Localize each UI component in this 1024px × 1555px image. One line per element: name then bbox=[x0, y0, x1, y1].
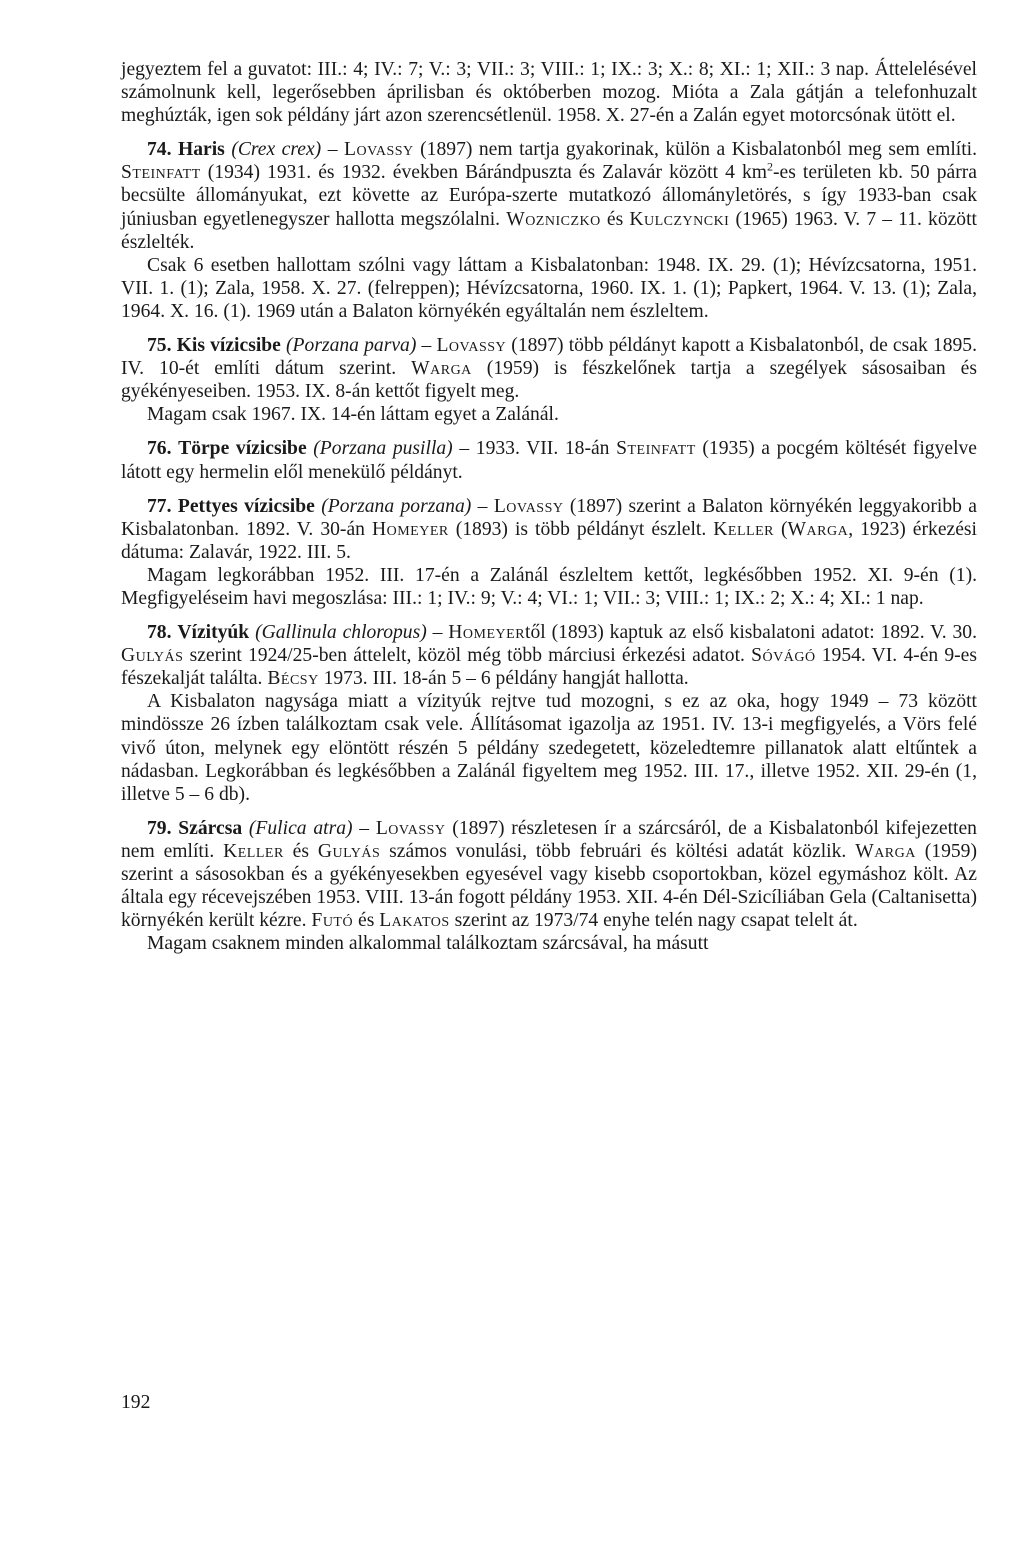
author-name: Steinfatt bbox=[121, 162, 201, 184]
entry-text: től (1893) kaptuk az első kisbalatoni adatot: 1892. V. 30. bbox=[525, 622, 977, 644]
entry-text: (1897) több példányt kapott a Kisbalatonból, de csak 1895. IV. 10-ét említi dátum szerint. bbox=[121, 335, 977, 380]
entry-text: ( bbox=[773, 518, 788, 540]
entry-text: – bbox=[321, 139, 344, 161]
entry-75 bbox=[121, 334, 977, 403]
author-name: Lovassy bbox=[436, 335, 507, 357]
entry-text: , 1923) érkezési dátuma: Zalavár, 1922. III. 5. bbox=[121, 518, 977, 563]
entry-number: 76. bbox=[147, 438, 172, 460]
entry-text: szerint 1924/25-ben áttelelt, közöl még több márciusi érkezési adatot. bbox=[183, 645, 752, 667]
entry-text: (1935) a pocgém költését figyelve látott egy hermelin elől menekülő példányt. bbox=[121, 438, 978, 483]
scientific-name: (Porzana pusilla) bbox=[313, 438, 453, 460]
entry-75-paragraph-2: Magam csak 1967. IX. 14-én láttam egyet a Zalánál. bbox=[147, 404, 559, 426]
entry-text: – bbox=[426, 622, 449, 644]
author-name: Lovassy bbox=[493, 495, 564, 517]
entry-number: 74. bbox=[147, 139, 172, 161]
entry-text: – bbox=[352, 817, 376, 839]
entry-text: és bbox=[353, 910, 380, 932]
entry-text: (1897) szerint a Balaton környékén leggyakoribb a Kisbalatonban. 1892. V. 30-án bbox=[121, 495, 977, 540]
species-name: Kis vízicsibe bbox=[176, 335, 281, 357]
entry-78 bbox=[121, 621, 977, 690]
entry-text: és bbox=[600, 208, 630, 230]
entry-78-paragraph-2: A Kisbalaton nagysága miatt a vízityúk rejtve tud mozogni, s ez az oka, hogy 1949 – 73 között mindössze 26 ízben találkoztam csak vele. Állításomat igazolja az 1951. IV. 13-i megfigyelés, a Vörs felé vivő úton, melynek egy elöntött részén 5 példány szedegetett, közeledtemre pillanatok alatt eltűntek a nádasban. Legkorábban és legkésőbben a Zalánál figyeltem meg 1952. III. 17., illetve 1952. XII. 29-én (1, illetve 5 – 6 db). bbox=[121, 691, 977, 805]
entry-number: 79. bbox=[147, 817, 172, 839]
species-name: Törpe vízicsibe bbox=[178, 438, 307, 460]
author-name: Sóvágó bbox=[751, 645, 816, 667]
entry-text: – bbox=[416, 335, 437, 357]
entry-text: – 1933. VII. 18-án bbox=[452, 438, 617, 460]
author-name: Homeyer bbox=[448, 622, 526, 644]
page-number: 192 bbox=[121, 1392, 151, 1413]
author-name: Bécsy bbox=[267, 668, 319, 690]
entry-79-paragraph-2: Magam csaknem minden alkalommal találkoztam szárcsával, ha másutt bbox=[147, 933, 709, 955]
author-name: Lovassy bbox=[375, 817, 446, 839]
author-name: Lovassy bbox=[343, 139, 414, 161]
author-name: Gulyás bbox=[121, 645, 184, 667]
entry-text: (1959) szerint a sásosokban és a gyékényesekben egyesével vagy kisebb csoportokban, közel egymáshoz költ. Az általa egy récevejszében 1953. VIII. 13-án fogott példány 1953. XII. 4-én Dél-Szicíliában Gela (Caltanisetta) környékén került kézre. bbox=[121, 840, 977, 932]
species-name: Pettyes vízicsibe bbox=[177, 495, 315, 517]
entry-number: 75. bbox=[147, 335, 172, 357]
entry-text: -es területen kb. 50 párra becsülte állományukat, ezt követte az Európa-szerte mutatkozó állományletörés, s így 1933-ban csak júniusban egyetlenegyszer hallotta megszólalni. bbox=[121, 162, 977, 230]
entry-77 bbox=[121, 495, 977, 564]
author-name: Homeyer bbox=[371, 518, 449, 540]
superscript: 2 bbox=[767, 159, 774, 174]
scientific-name: (Porzana parva) bbox=[286, 335, 417, 357]
page-body bbox=[121, 58, 977, 955]
intro-paragraph: jegyeztem fel a guvatot: III.: 4; IV.: 7; V.: 3; VII.: 3; VIII.: 1; IX.: 3; X.: 8; XI.: 1; XII.: 3 nap. Áttelelésével számolnunk kell, legerősebben áprilisban és októberben mozog. Mióta a Zala gátján a telefonhuzalt meghúzták, igen sok példány járt azon szerencsétlenül. 1958. X. 27-én a Zalán egyet motorcsónak ütött el. bbox=[121, 59, 977, 127]
entry-text: (1897) részletesen ír a szárcsáról, de a Kisbalatonból kifejezetten nem említi. bbox=[121, 817, 977, 862]
entry-76 bbox=[121, 437, 977, 483]
scientific-name: (Gallinula chloropus) bbox=[255, 622, 427, 644]
scientific-name: (Porzana porzana) bbox=[321, 495, 472, 517]
entry-number: 78. bbox=[147, 622, 172, 644]
author-name: Warga bbox=[787, 518, 849, 540]
author-name: Keller bbox=[223, 840, 284, 862]
scientific-name: (Fulica atra) bbox=[248, 817, 353, 839]
entry-text: számos vonulási, több februári és költési adatát közlik. bbox=[380, 840, 856, 862]
author-name: Wozniczko bbox=[506, 208, 601, 230]
entry-79 bbox=[121, 817, 977, 932]
entry-text: és bbox=[283, 840, 318, 862]
species-name: Vízityúk bbox=[177, 622, 250, 644]
entry-text: szerint az 1973/74 enyhe telén nagy csapat telelt át. bbox=[449, 910, 858, 932]
author-name: Steinfatt bbox=[616, 438, 696, 460]
entry-text: (1893) is több példányt észlelt. bbox=[448, 518, 714, 540]
author-name: Futó bbox=[311, 910, 354, 932]
entry-text: 1954. VI. 4-én 9-es fészekalját találta. bbox=[121, 645, 978, 690]
entry-text: (1934) 1931. és 1932. években Bárándpuszta és Zalavár között 4 km bbox=[200, 162, 768, 184]
entry-77-paragraph-2: Magam legkorábban 1952. III. 17-én a Zalánál észleltem kettőt, legkésőbben 1952. XI. 9-én (1). Megfigyeléseim havi megoszlása: III.: 1; IV.: 9; V.: 4; VI.: 1; VII.: 3; VIII.: 1; IX.: 2; X.: 4; XI.: 1 nap. bbox=[121, 564, 977, 609]
author-name: Warga bbox=[855, 840, 916, 862]
entry-number: 77. bbox=[147, 495, 172, 517]
species-name: Haris bbox=[178, 139, 225, 161]
entry-text: (1965) 1963. V. 7 – 11. között észlelték. bbox=[121, 208, 977, 253]
entry-text: (1897) nem tartja gyakorinak, külön a Kisbalatonból meg sem említi. bbox=[413, 139, 977, 161]
author-name: Gulyás bbox=[317, 840, 381, 862]
entry-74 bbox=[121, 138, 977, 253]
species-name: Szárcsa bbox=[178, 817, 243, 839]
author-name: Warga bbox=[411, 358, 472, 380]
entry-text: (1959) is fészkelőnek tartja a szegélyek sásosaiban és gyékényeseiben. 1953. IX. 8-án kettőt figyelt meg. bbox=[121, 358, 977, 403]
scientific-name: (Crex crex) bbox=[231, 139, 322, 161]
author-name: Lakatos bbox=[379, 910, 450, 932]
author-name: Keller bbox=[713, 518, 774, 540]
author-name: Kulczyncki bbox=[629, 208, 730, 230]
entry-text: 1973. III. 18-án 5 – 6 példány hangját hallotta. bbox=[318, 668, 689, 690]
entry-text: – bbox=[471, 495, 494, 517]
entry-74-paragraph-2: Csak 6 esetben hallottam szólni vagy láttam a Kisbalatonban: 1948. IX. 29. (1); Hévízcsatorna, 1951. VII. 1. (1); Zala, 1958. X. 27. (felreppen); Hévízcsatorna, 1960. IX. 1. (1); Papkert, 1964. V. 13. (1); Zala, 1964. X. 16. (1). 1969 után a Balaton környékén egyáltalán nem észleltem. bbox=[121, 254, 977, 322]
